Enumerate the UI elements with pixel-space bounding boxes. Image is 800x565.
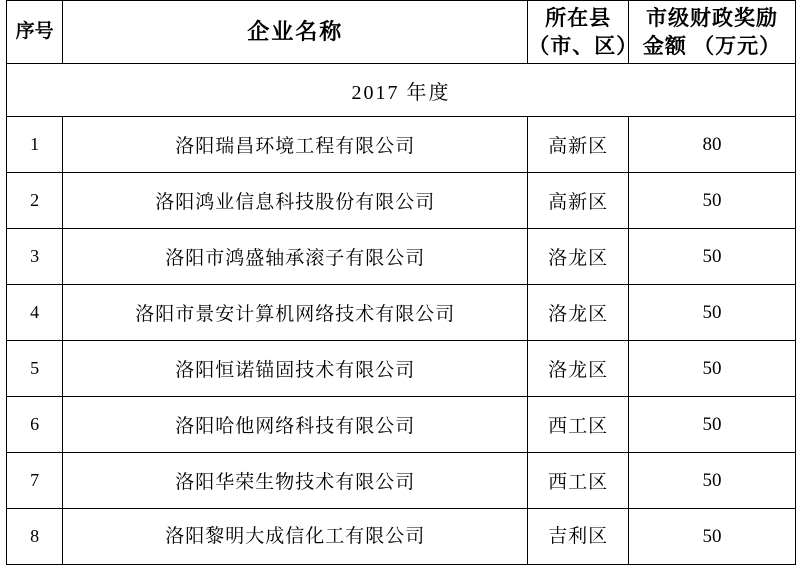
cell-amount: 80 [628, 117, 795, 173]
column-header-name: 企业名称 [63, 1, 528, 64]
table-row [7, 397, 796, 453]
cell-district: 洛龙区 [528, 229, 629, 285]
column-header-seq: 序号 [7, 1, 63, 64]
column-header-district-line2: （市、区） [528, 34, 639, 58]
column-header-amount [628, 1, 795, 64]
cell-district [528, 509, 629, 565]
cell-company-name: 洛阳鸿业信息科技股份有限公司 [63, 173, 528, 229]
cell-seq-text: 8 [30, 526, 40, 546]
cell-amount: 50 [628, 229, 795, 285]
table-header-row [7, 1, 796, 64]
cell-seq: 3 [7, 229, 63, 285]
cell-amount [628, 509, 795, 565]
table-row [7, 173, 796, 229]
cell-district: 西工区 [528, 397, 629, 453]
cell-district: 高新区 [528, 117, 629, 173]
cell-seq [7, 509, 63, 565]
cell-company-name [63, 509, 528, 565]
column-header-amount-line1: 市级财政奖励 [645, 6, 778, 30]
table-row [7, 117, 796, 173]
award-table [6, 0, 796, 565]
cell-seq: 7 [7, 453, 63, 509]
cell-district-text: 吉利区 [548, 526, 609, 547]
cell-district: 洛龙区 [528, 341, 629, 397]
cell-company-name: 洛阳哈他网络科技有限公司 [63, 397, 528, 453]
cell-seq: 5 [7, 341, 63, 397]
cell-seq: 4 [7, 285, 63, 341]
cell-company-name: 洛阳华荣生物技术有限公司 [63, 453, 528, 509]
cell-amount: 50 [628, 397, 795, 453]
column-header-district [528, 1, 639, 64]
table-row [7, 453, 796, 509]
table-row [7, 509, 796, 565]
column-header-amount-line2: 金额 （万元） [642, 34, 782, 58]
cell-amount: 50 [628, 341, 795, 397]
cell-seq: 1 [7, 117, 63, 173]
cell-company-name: 洛阳市景安计算机网络技术有限公司 [63, 285, 528, 341]
cell-company-name-text: 洛阳黎明大成信化工有限公司 [165, 526, 426, 547]
cell-district: 西工区 [528, 453, 629, 509]
table-row [7, 285, 796, 341]
cell-company-name: 洛阳瑞昌环境工程有限公司 [63, 117, 528, 173]
section-title: 2017 年度 [7, 64, 796, 117]
table-row [7, 229, 796, 285]
section-title-row [7, 64, 796, 117]
cell-amount: 50 [628, 285, 795, 341]
cell-seq: 6 [7, 397, 63, 453]
column-header-district-line1: 所在县 [545, 6, 612, 30]
cell-district: 洛龙区 [528, 285, 629, 341]
cell-amount: 50 [628, 453, 795, 509]
cell-amount: 50 [628, 173, 795, 229]
cell-company-name: 洛阳恒诺锚固技术有限公司 [63, 341, 528, 397]
cell-amount-text: 50 [702, 526, 722, 547]
cell-seq: 2 [7, 173, 63, 229]
cell-company-name: 洛阳市鸿盛轴承滚子有限公司 [63, 229, 528, 285]
cell-district: 高新区 [528, 173, 629, 229]
table-row [7, 341, 796, 397]
